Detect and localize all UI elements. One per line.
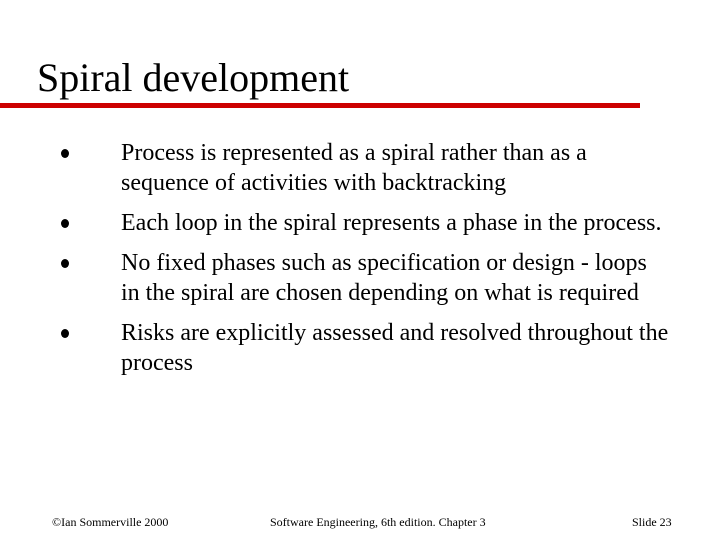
bullet-list	[0, 138, 717, 388]
footer-slide-number: Slide 23	[632, 515, 672, 529]
bullet-text: Each loop in the spiral represents a phase in the process.	[121, 210, 662, 236]
footer-copyright: ©Ian Sommerville 2000	[52, 515, 169, 529]
bullet-icon	[61, 219, 69, 228]
bullet-text: Risks are explicitly assessed and resolved throughout the process	[121, 320, 669, 376]
bullet-icon	[61, 259, 69, 268]
bullet-item	[0, 138, 671, 198]
bullet-icon	[61, 149, 69, 158]
bullet-item	[0, 208, 671, 238]
bullet-icon	[61, 329, 69, 338]
bullet-item	[0, 248, 671, 308]
bullet-text: Process is represented as a spiral rather than as a sequence of activities with backtracking	[121, 140, 587, 196]
slide-title: Spiral development	[37, 55, 350, 100]
title-underline	[0, 103, 640, 108]
bullet-item	[0, 318, 671, 378]
bullet-text: No fixed phases such as specification or design - loops in the spiral are chosen depending on what is required	[121, 250, 647, 306]
footer-book-title: Software Engineering, 6th edition. Chapter 3	[270, 515, 486, 529]
